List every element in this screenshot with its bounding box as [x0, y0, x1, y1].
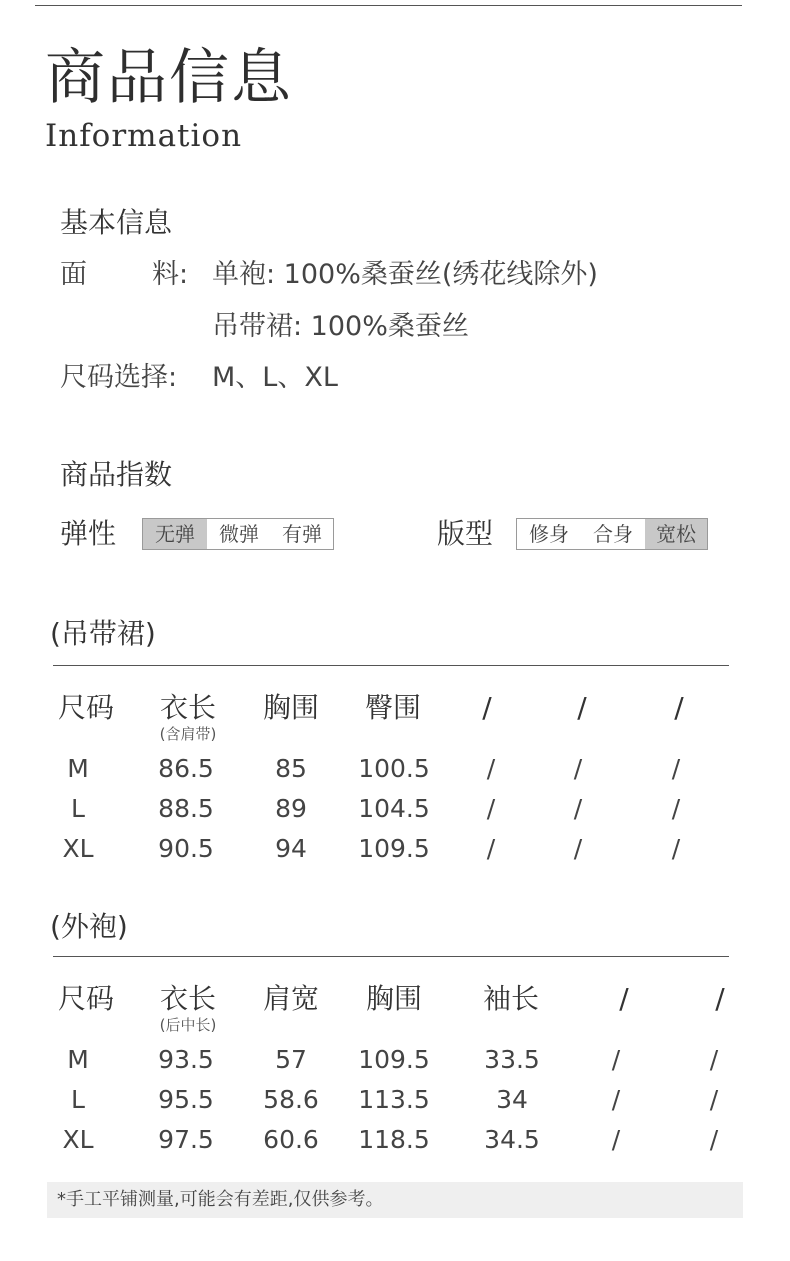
page-subtitle: Information — [45, 118, 243, 154]
fabric-line-slip: 吊带裙: 100%桑蚕丝 — [212, 311, 469, 342]
elasticity-gauge — [142, 518, 334, 550]
table-cell: / — [573, 754, 583, 783]
header-cell: 袖长 — [482, 982, 540, 1015]
header-cell: 肩宽 — [262, 982, 320, 1015]
basic-info-heading: 基本信息 — [60, 206, 173, 239]
table-cell: / — [611, 1045, 621, 1074]
page-title: 商品信息 — [45, 43, 293, 113]
header-cell: 臀围 — [364, 691, 422, 724]
table-cell: / — [486, 834, 496, 863]
fit-label: 版型 — [437, 517, 494, 550]
header-cell: / — [715, 982, 725, 1015]
size-value: M、L、XL — [212, 362, 338, 393]
header-cell: 尺码 — [57, 691, 115, 724]
table-cell: 94 — [275, 834, 307, 863]
table-cell: 97.5 — [158, 1125, 214, 1154]
fit-option-loose: 宽松 — [645, 519, 707, 549]
table-cell: 86.5 — [158, 754, 214, 783]
indices-heading: 商品指数 — [60, 458, 173, 491]
table-cell: / — [573, 794, 583, 823]
header-cell: 衣长 — [159, 691, 217, 724]
table-cell: / — [573, 834, 583, 863]
table-cell: 109.5 — [358, 1045, 430, 1074]
table-cell: 93.5 — [158, 1045, 214, 1074]
table-cell: 113.5 — [358, 1085, 430, 1114]
table-cell: / — [486, 754, 496, 783]
fabric-label-second: 料: — [152, 259, 189, 290]
table-cell: 100.5 — [358, 754, 430, 783]
elasticity-label: 弹性 — [60, 517, 117, 550]
measurement-note — [47, 1182, 743, 1218]
header-note: (含肩带) — [159, 725, 217, 743]
table-cell: 60.6 — [263, 1125, 319, 1154]
fit-option-regular: 合身 — [593, 522, 633, 546]
fabric-label-first: 面 — [60, 259, 87, 290]
table-cell: 33.5 — [484, 1045, 540, 1074]
table-cell: 89 — [275, 794, 307, 823]
table-cell: 58.6 — [263, 1085, 319, 1114]
header-cell: / — [482, 691, 492, 724]
table-cell: XL — [62, 1125, 94, 1154]
table-cell: 118.5 — [358, 1125, 430, 1154]
table-cell: / — [671, 754, 681, 783]
fabric-line-robe: 单袍: 100%桑蚕丝(绣花线除外) — [212, 259, 598, 290]
slip-table-divider — [53, 665, 729, 666]
table-cell: 104.5 — [358, 794, 430, 823]
table-cell: M — [67, 1045, 89, 1074]
table-cell: 95.5 — [158, 1085, 214, 1114]
header-note: (后中长) — [159, 1016, 217, 1034]
table-cell: / — [709, 1085, 719, 1114]
table-cell: / — [709, 1125, 719, 1154]
table-cell: XL — [62, 834, 94, 863]
fit-gauge — [516, 518, 708, 550]
table-cell: M — [67, 754, 89, 783]
size-label: 尺码选择: — [60, 362, 178, 393]
elasticity-option-stretch: 有弹 — [282, 522, 322, 546]
header-cell: 胸围 — [262, 691, 320, 724]
robe-table-title: (外袍) — [50, 910, 128, 943]
table-cell: L — [71, 1085, 85, 1114]
header-cell: 衣长 — [159, 982, 217, 1015]
table-cell: 34.5 — [484, 1125, 540, 1154]
table-cell: / — [611, 1085, 621, 1114]
header-cell: 尺码 — [57, 982, 115, 1015]
robe-table-divider — [53, 956, 729, 957]
table-cell: / — [486, 794, 496, 823]
elasticity-option-none: 无弹 — [143, 519, 207, 549]
header-cell: / — [619, 982, 629, 1015]
table-cell: 109.5 — [358, 834, 430, 863]
slip-table-title: (吊带裙) — [50, 617, 156, 650]
header-cell: / — [674, 691, 684, 724]
header-cell: / — [577, 691, 587, 724]
table-cell: / — [671, 794, 681, 823]
table-cell: 85 — [275, 754, 307, 783]
elasticity-option-slight: 微弹 — [219, 522, 259, 546]
table-cell: / — [611, 1125, 621, 1154]
table-cell: 90.5 — [158, 834, 214, 863]
table-cell: / — [709, 1045, 719, 1074]
header-cell: 胸围 — [365, 982, 423, 1015]
table-cell: 57 — [275, 1045, 307, 1074]
measurement-note-text: *手工平铺测量,可能会有差距,仅供参考。 — [57, 1189, 384, 1210]
fit-option-slim: 修身 — [529, 522, 569, 546]
table-cell: L — [71, 794, 85, 823]
top-divider — [35, 5, 742, 6]
table-cell: 88.5 — [158, 794, 214, 823]
table-cell: / — [671, 834, 681, 863]
table-cell: 34 — [496, 1085, 528, 1114]
